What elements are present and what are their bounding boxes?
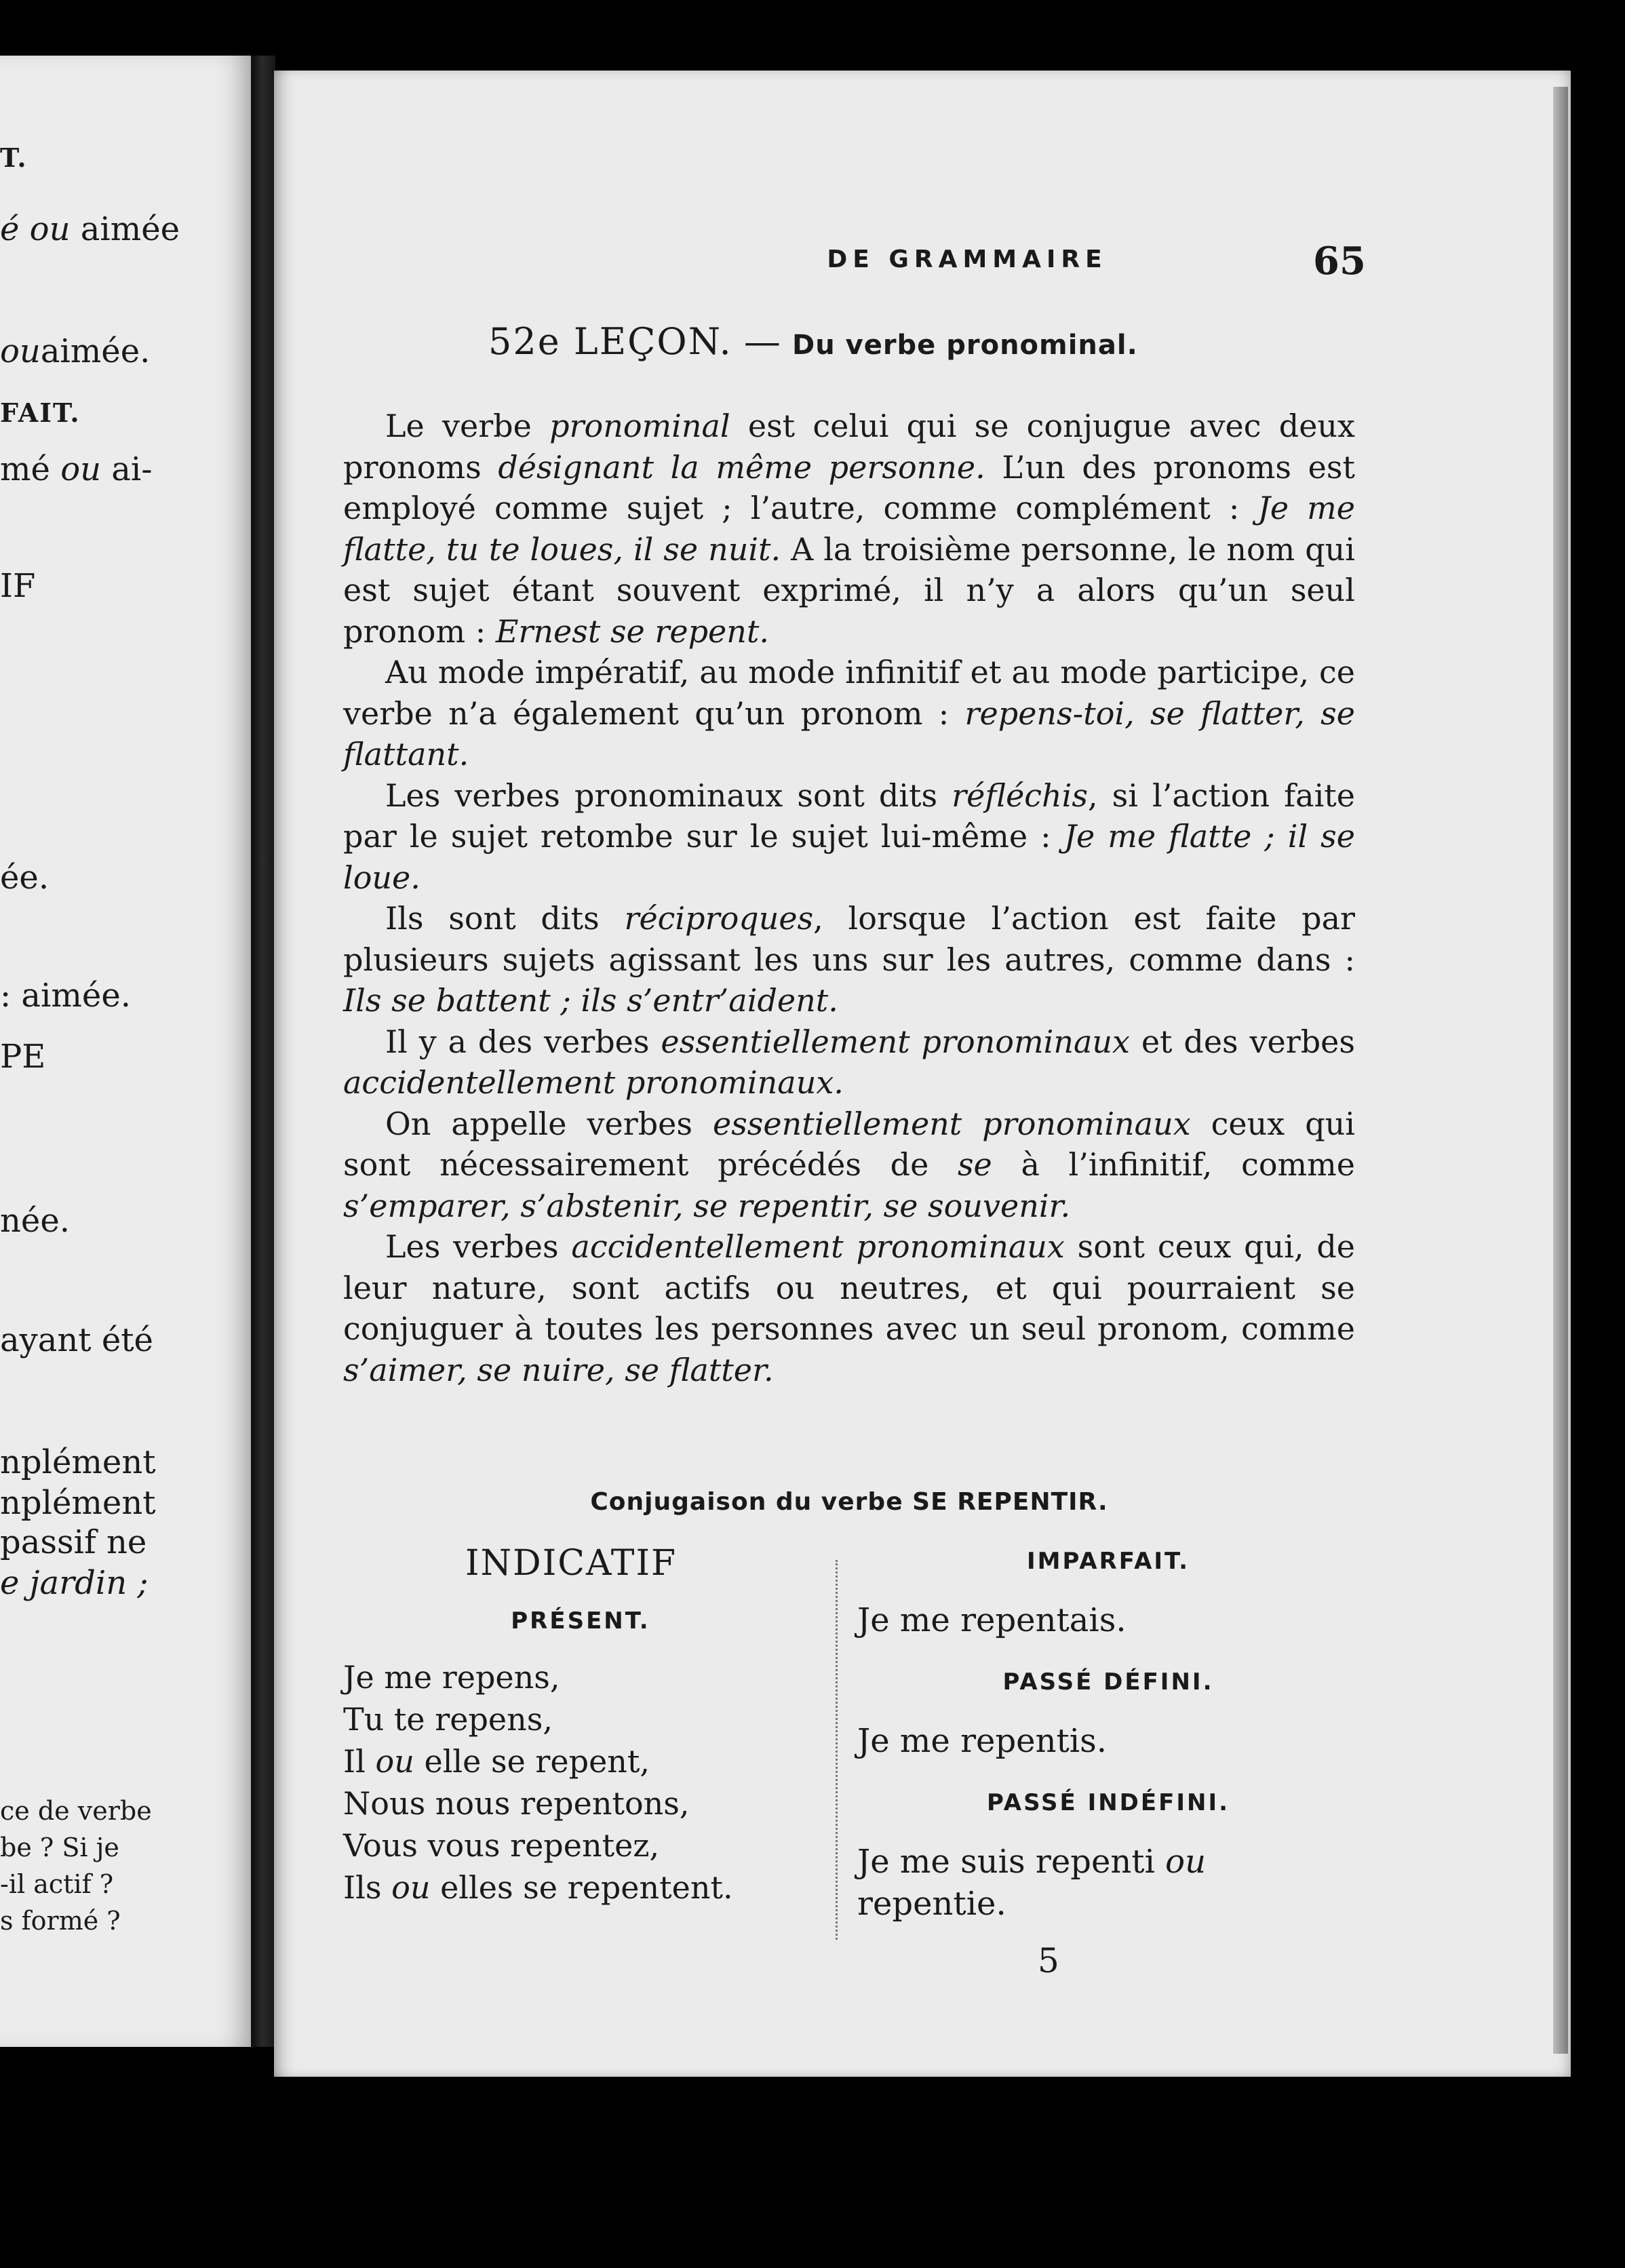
body-paragraph: Le verbe pronominal est celui qui se conjugue avec deux pronoms désignant la même personne. L’un des pronoms est employé comme sujet ; l’autre, comme complément : Je me flatte, tu te loues, il se nuit. A la troisième personne, le nom qui est sujet étant souvent exprimé, il n’y a alors qu’un seul pronom : Ernest se repent. <box>343 408 1355 650</box>
left-fragment: mé ou ai- <box>0 450 153 488</box>
left-fragment: nplément <box>0 1484 156 1522</box>
left-fragment: : aimée. <box>0 977 131 1015</box>
body-paragraph: Les verbes pronominaux sont dits réfléchis, si l’action faite par le sujet retombe sur le sujet lui-même : Je me flatte ; il se loue. <box>343 777 1355 896</box>
lesson-body <box>343 406 1355 1390</box>
left-fragment: é ou aimée <box>0 210 180 248</box>
conjugation-title: Conjugaison du verbe SE REPENTIR. <box>590 1488 1108 1516</box>
present-conjugation <box>343 1656 818 1909</box>
left-fragment: nplément <box>0 1443 156 1481</box>
tense-heading-imparfait: IMPARFAIT. <box>1026 1548 1190 1575</box>
conj-line: Il ou elle se repent, <box>343 1743 650 1780</box>
left-fragment: T. <box>0 142 28 173</box>
mood-heading: INDICATIF <box>465 1543 678 1584</box>
imparfait-line: Je me repentais. <box>857 1601 1127 1639</box>
conj-line: Nous nous repentons, <box>343 1785 690 1822</box>
left-fragment: ayant été <box>0 1321 153 1359</box>
book-gutter <box>251 56 275 2047</box>
body-paragraph: On appelle verbes essentiellement pronominaux ceux qui sont nécessairement précédés de se à l’infinitif, comme s’emparer, s’abstenir, se repentir, se souvenir. <box>343 1105 1355 1224</box>
column-divider <box>836 1560 838 1940</box>
conjugation-left-column <box>343 1540 818 1909</box>
left-fragment: ouaimée. <box>0 332 151 370</box>
signature-mark: 5 <box>1038 1941 1059 1980</box>
lesson-number: 52e LEÇON. <box>488 320 732 363</box>
body-paragraph: Ils sont dits réciproques, lorsque l’action est faite par plusieurs sujets agissant les uns sur les autres, comme dans : Ils se battent ; ils s’entr’aident. <box>343 900 1355 1019</box>
title-dash: — <box>732 320 793 363</box>
passe-indefini-line: Je me suis repenti ou repentie. <box>857 1843 1206 1923</box>
left-fragment: be ? Si je <box>0 1833 119 1862</box>
passe-defini-line: Je me repentis. <box>857 1722 1108 1760</box>
conjugation-right-column <box>857 1546 1359 1925</box>
running-head: DE GRAMMAIRE <box>827 246 1108 273</box>
conj-line: Je me repens, <box>343 1659 560 1696</box>
left-page-fragment <box>0 56 251 2047</box>
left-fragment: -il actif ? <box>0 1869 114 1899</box>
tense-heading-present: PRÉSENT. <box>511 1607 650 1635</box>
left-fragment: e jardin ; <box>0 1564 149 1602</box>
lesson-subject: Du verbe pronominal. <box>792 330 1138 361</box>
left-fragment: née. <box>0 1202 70 1240</box>
conj-line: Vous vous repentez, <box>343 1827 660 1864</box>
page-number: 65 <box>1313 239 1366 284</box>
left-fragment: ce de verbe <box>0 1796 152 1826</box>
conj-line: Ils ou elles se repentent. <box>343 1869 733 1906</box>
tense-heading-passe-indefini: PASSÉ INDÉFINI. <box>986 1789 1230 1816</box>
left-fragment: ée. <box>0 859 50 897</box>
body-paragraph: Il y a des verbes essentiellement pronominaux et des verbes accidentellement pronominaux. <box>343 1023 1356 1101</box>
left-fragment: PE <box>0 1038 46 1076</box>
left-fragment: passif ne <box>0 1523 147 1561</box>
left-fragment: IF <box>0 567 36 605</box>
body-paragraph: Les verbes accidentellement pronominaux sont ceux qui, de leur nature, sont actifs ou neutres, et qui pourraient se conjuguer à toutes les personnes avec un seul pronom, comme s’aimer, se nuire, se flatter. <box>343 1228 1355 1388</box>
left-fragment: FAIT. <box>0 397 81 428</box>
page-edge <box>1553 87 1568 2054</box>
left-fragment: s formé ? <box>0 1906 121 1936</box>
tense-heading-passe-defini: PASSÉ DÉFINI. <box>1002 1668 1214 1696</box>
body-paragraph: Au mode impératif, au mode infinitif et au mode participe, ce verbe n’a également qu’un pronom : repens-toi, se flatter, se flattant. <box>343 654 1355 773</box>
lesson-title <box>488 320 1302 363</box>
conj-line: Tu te repens, <box>343 1701 553 1738</box>
